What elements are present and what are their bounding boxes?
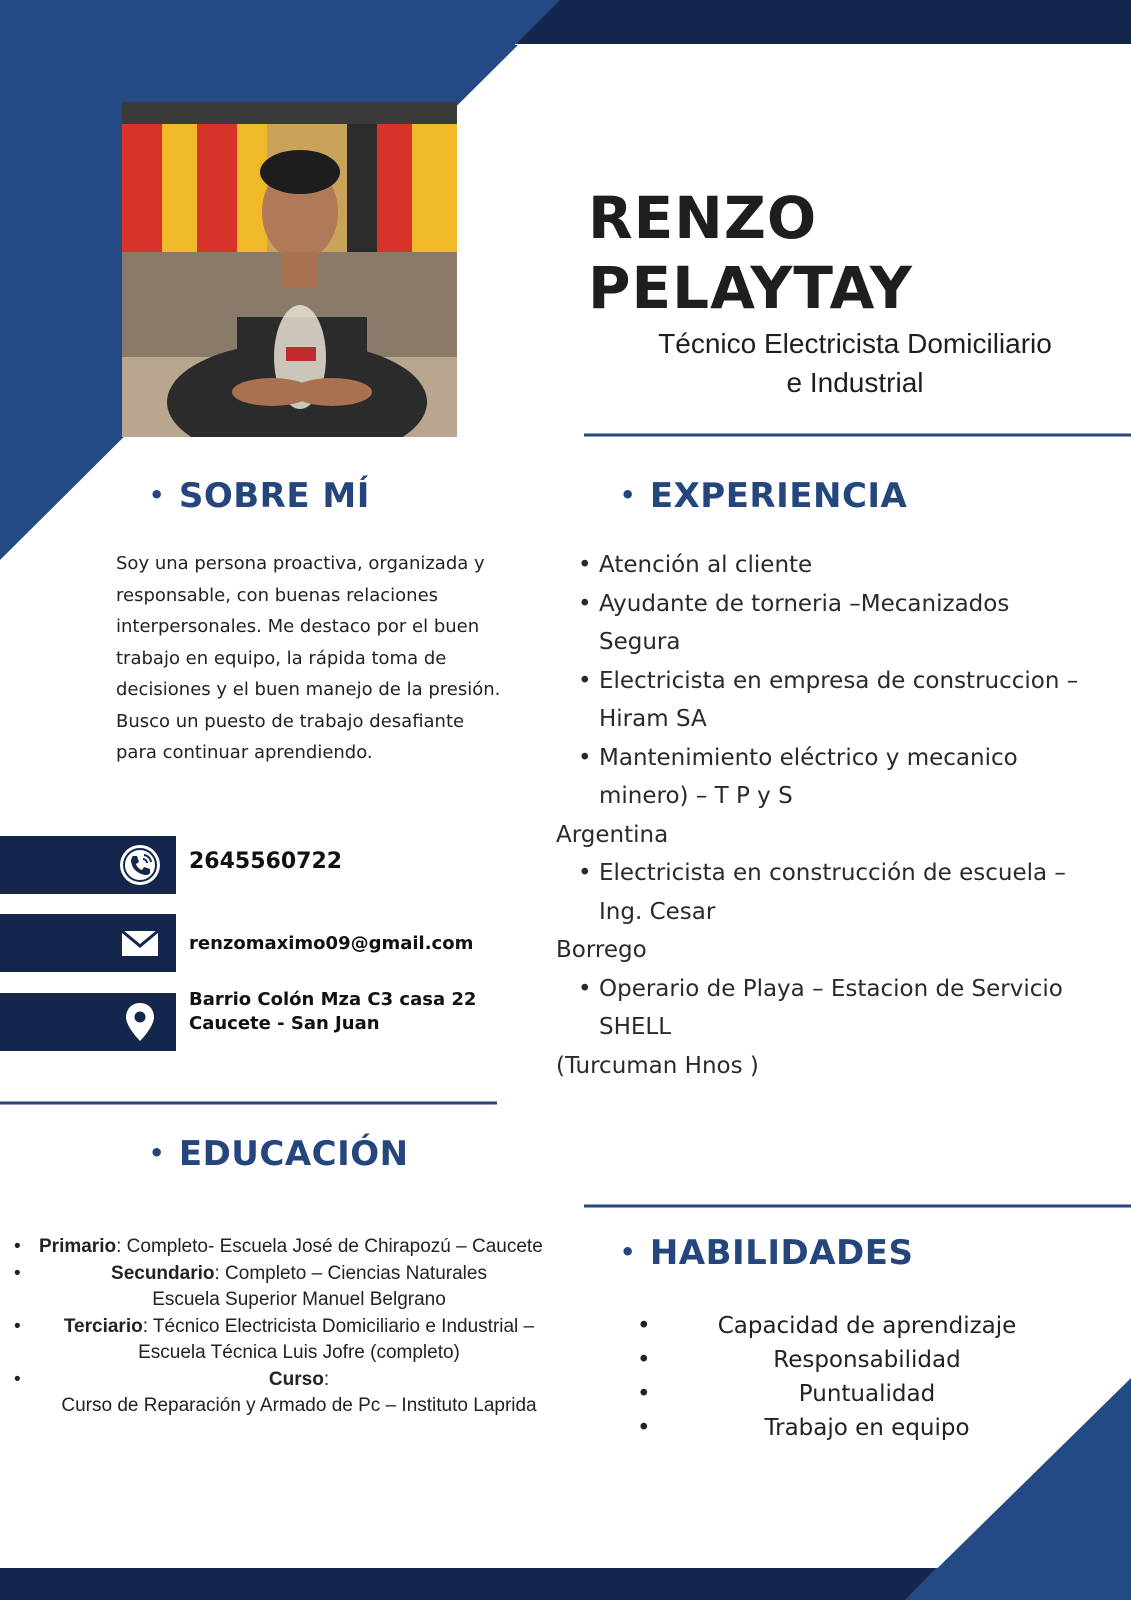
mail-icon <box>118 921 162 965</box>
job-title <box>620 324 1090 402</box>
list-item-cont: Ing. Cesar <box>599 898 716 925</box>
phone-bar <box>0 836 176 894</box>
address-line1: Barrio Colón Mza C3 casa 22 <box>189 989 477 1010</box>
full-name <box>588 183 913 323</box>
list-item-cont: Escuela Técnica Luis Jofre (completo) <box>138 1342 460 1363</box>
list-item-trail: Borrego <box>556 937 647 963</box>
address <box>189 988 476 1036</box>
list-item: • Puntualidad <box>637 1381 936 1407</box>
about-text: Soy una persona proactiva, organizada y responsable, con buenas relaciones interpersonales. Me destaco por el buen trabajo en equipo, la rápida toma de decisiones y el buen manejo de la presión. Busco un puesto de trabajo desafiante para continuar aprendiendo. <box>116 553 501 763</box>
list-item-cont: Hiram SA <box>599 706 707 732</box>
heading-bullet: • <box>620 1237 636 1266</box>
list-item: • Primario: Completo- Escuela José de Chirapozú – Caucete <box>14 1236 543 1257</box>
list-item: • Terciario: Técnico Electricista Domiciliario e Industrial – <box>14 1315 535 1337</box>
list-item-cont: SHELL <box>599 1014 672 1040</box>
list-item: • Electricista en empresa de construccion – <box>556 662 1126 701</box>
heading-bullet: • <box>149 1138 165 1167</box>
list-item: • Secundario: Completo – Ciencias Naturales <box>14 1262 487 1284</box>
list-item: • Curso: <box>14 1368 330 1390</box>
about-heading-text: SOBRE MÍ <box>178 476 370 516</box>
list-item: • Capacidad de aprendizaje <box>637 1313 1017 1339</box>
experience-list <box>556 546 1126 1085</box>
job-title-line2: e Industrial <box>786 367 924 398</box>
list-item-cont: Escuela Superior Manuel Belgrano <box>152 1289 446 1310</box>
email-bar <box>0 914 176 972</box>
list-item-cont: minero) – T P y S <box>599 783 793 809</box>
top-navy-band <box>518 0 1131 44</box>
about-heading <box>149 476 370 516</box>
first-name: RENZO <box>588 184 818 252</box>
heading-bullet: • <box>149 480 165 509</box>
list-item-cont: Curso de Reparación y Armado de Pc – Instituto Laprida <box>61 1395 537 1416</box>
job-title-line1: Técnico Electricista Domiciliario <box>658 328 1052 359</box>
list-item: • Electricista en construcción de escuela – <box>556 854 1126 893</box>
profile-photo <box>122 102 457 437</box>
skills-list <box>632 1309 1072 1445</box>
list-item-cont: Segura <box>599 629 681 655</box>
list-item: • Operario de Playa – Estacion de Servicio <box>556 970 1126 1009</box>
address-line2: Caucete - San Juan <box>189 1013 380 1034</box>
education-heading-text: EDUCACIÓN <box>178 1134 409 1174</box>
location-pin-icon <box>118 1000 162 1044</box>
bottom-right-corner <box>905 1568 1131 1600</box>
experience-heading-text: EXPERIENCIA <box>649 476 908 516</box>
skills-heading <box>620 1233 913 1273</box>
education-list <box>14 1234 584 1420</box>
heading-bullet: • <box>620 480 636 509</box>
phone-icon <box>118 843 162 887</box>
email-address[interactable]: renzomaximo09@gmail.com <box>189 933 474 954</box>
white-cut <box>515 44 1131 45</box>
list-item: • Responsabilidad <box>637 1347 961 1373</box>
address-bar <box>0 993 176 1051</box>
skills-heading-text: HABILIDADES <box>649 1233 914 1273</box>
list-item: • Trabajo en equipo <box>637 1415 970 1441</box>
list-item: • Mantenimiento eléctrico y mecanico <box>556 739 1126 778</box>
experience-heading <box>620 476 907 516</box>
list-item: • Ayudante de torneria –Mecanizados <box>556 585 1126 624</box>
list-item: • Atención al cliente <box>556 546 1126 585</box>
education-heading <box>149 1134 409 1174</box>
list-item-trail: Argentina <box>556 821 669 848</box>
list-item-trail: (Turcuman Hnos ) <box>556 1052 759 1079</box>
last-name: PELAYTAY <box>588 254 913 322</box>
phone-number[interactable]: 2645560722 <box>189 849 343 874</box>
